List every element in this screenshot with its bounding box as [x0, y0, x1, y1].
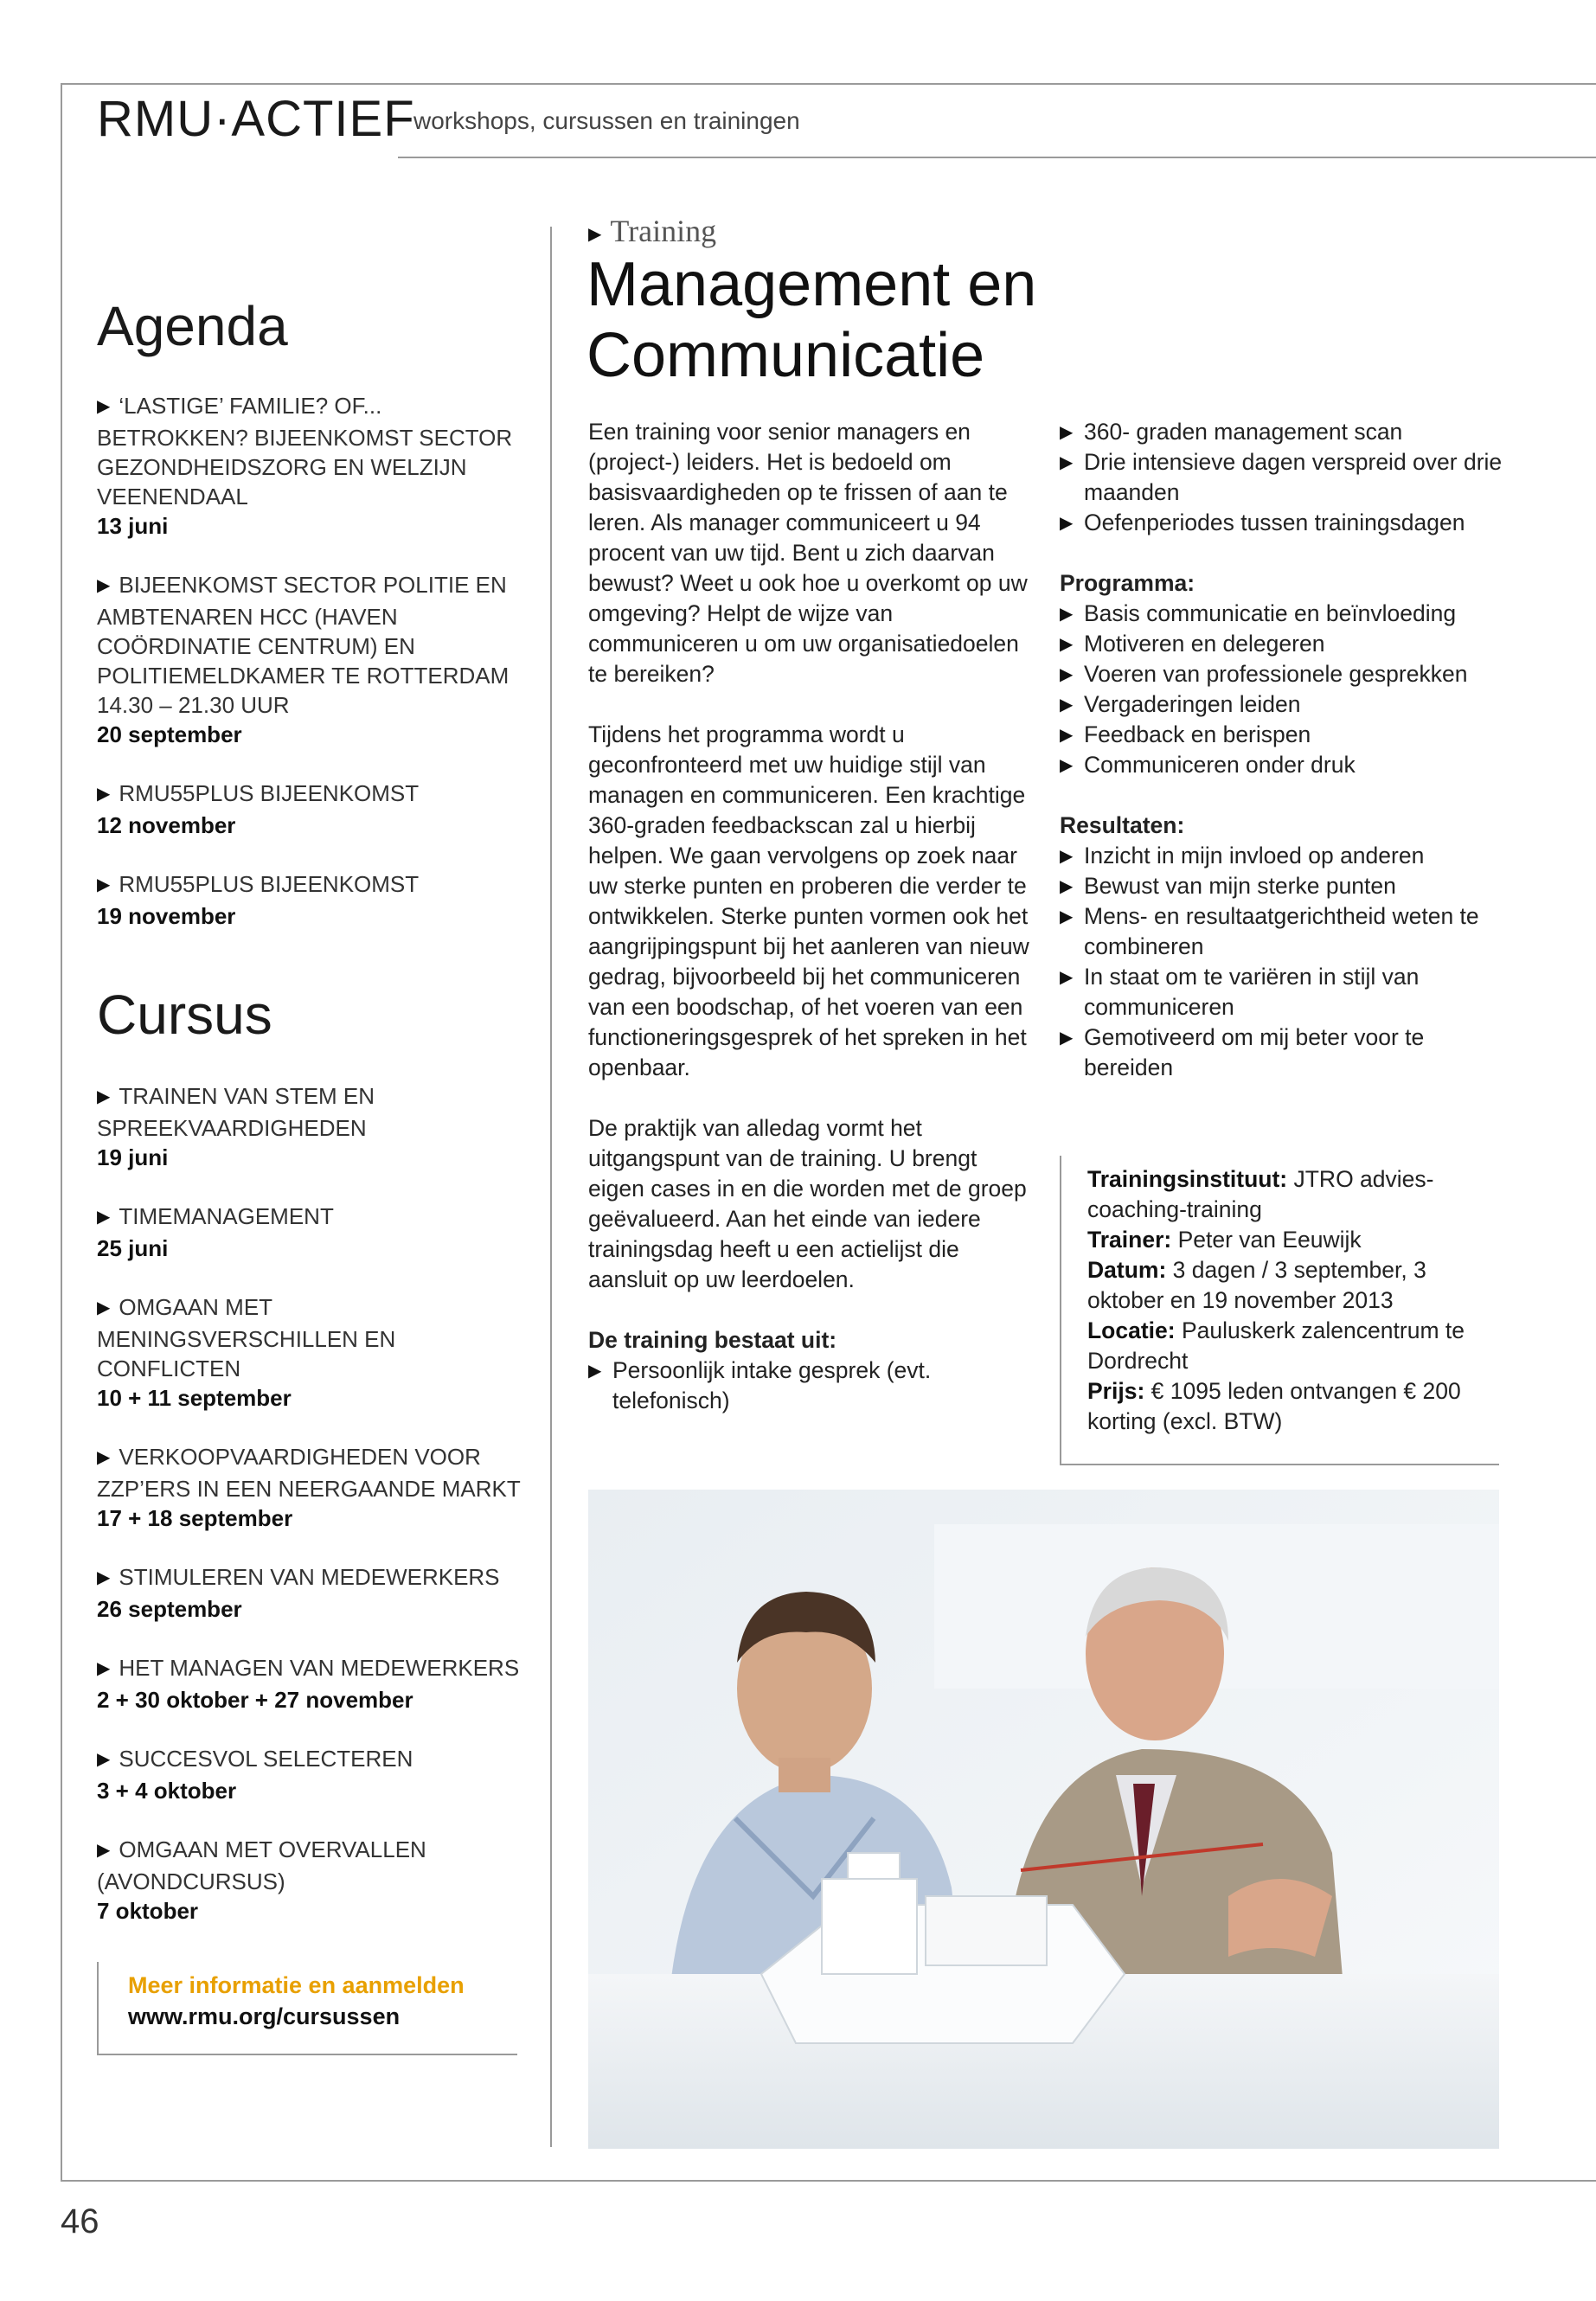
- agenda-item-name: ‘LASTIGE’ FAMILIE? OF... BETROKKEN? BIJEENKOMST SECTOR GEZONDHEIDSZORG EN WELZIJN VEENENDAAL: [97, 393, 513, 510]
- header-rule: [398, 157, 1596, 158]
- bestaat-item: [1060, 417, 1509, 447]
- detail-prijs: [1087, 1376, 1494, 1437]
- triangle-icon: ▶: [97, 1208, 111, 1227]
- detail-locatie: [1087, 1316, 1494, 1376]
- training-title-line1: Management en: [586, 250, 1037, 319]
- cursus-item-name: TRAINEN VAN STEM EN SPREEKVAARDIGHEDEN: [97, 1083, 375, 1141]
- info-box: [97, 1962, 517, 2054]
- resultaten-item: [1060, 871, 1509, 901]
- cursus-item-name: OMGAAN MET MENINGSVERSCHILLEN EN CONFLICTEN: [97, 1294, 396, 1381]
- body-column-1: [588, 417, 1038, 1416]
- triangle-icon: ▶: [1060, 726, 1074, 745]
- body-paragraph: Tijdens het programma wordt u geconfronteerd met uw huidige stijl van managen en communiceren. Een krachtige 360-graden feedbackscan zal u hierbij helpen. We gaan vervolgens op zoek naar uw sterke punten en proberen die verder te ontwikkelen. Sterke punten vormen ook het aangrijpingspunt bij het aanleren van nieuw gedrag, bijvoorbeeld bij het communiceren van een boodschap, of het voeren van een functioneringsgesprek of het spreken in het openbaar.: [588, 721, 1029, 1080]
- triangle-icon: ▶: [97, 1659, 111, 1678]
- agenda-item-name: BIJEENKOMST SECTOR POLITIE EN AMBTENAREN HCC (HAVEN COÖRDINATIE CENTRUM) EN POLITIEMELDKAMER TE ROTTERDAM 14.30 – 21.30 UUR: [97, 572, 510, 718]
- resultaten-item: [1060, 1022, 1509, 1083]
- programma-item-text: Voeren van professionele gesprekken: [1084, 661, 1468, 687]
- cursus-item-name: OMGAAN MET OVERVALLEN (AVONDCURSUS): [97, 1836, 426, 1894]
- cursus-item-date: 10 + 11 september: [97, 1385, 292, 1411]
- triangle-icon: ▶: [97, 1298, 111, 1317]
- frame-bottom-rule: [61, 2180, 1596, 2182]
- column-divider: [550, 227, 552, 2147]
- body-column-2: [1060, 417, 1509, 1113]
- triangle-icon: ▶: [588, 225, 602, 244]
- cursus-item-date: 3 + 4 oktober: [97, 1778, 237, 1804]
- bestaat-item-text: 360- graden management scan: [1084, 419, 1403, 445]
- agenda-item-name: RMU55PLUS BIJEENKOMST: [119, 871, 420, 897]
- bestaat-item-text: Oefenperiodes tussen trainingsdagen: [1084, 510, 1465, 535]
- detail-label: Trainer:: [1087, 1227, 1172, 1253]
- detail-label: Trainingsinstituut:: [1087, 1166, 1288, 1192]
- resultaten-item-text: Inzicht in mijn invloed op anderen: [1084, 843, 1425, 868]
- triangle-icon: ▶: [1060, 605, 1074, 624]
- programma-item: [1060, 659, 1509, 689]
- details-box: [1060, 1156, 1499, 1464]
- triangle-icon: ▶: [97, 1750, 111, 1769]
- programma-item: [1060, 720, 1509, 750]
- resultaten-item: [1060, 962, 1509, 1022]
- triangle-icon: ▶: [588, 1362, 602, 1381]
- programma-list: [1060, 568, 1509, 780]
- triangle-icon: ▶: [1060, 695, 1074, 715]
- cursus-item-date: 17 + 18 september: [97, 1505, 293, 1531]
- cursus-item[interactable]: [97, 1442, 521, 1533]
- programma-item-text: Basis communicatie en beïnvloeding: [1084, 600, 1457, 626]
- cursus-item-name: VERKOOPVAARDIGHEDEN VOOR ZZP’ERS IN EEN NEERGAANDE MARKT: [97, 1444, 521, 1502]
- cursus-title: Cursus: [97, 984, 272, 1046]
- details-box-border: [1060, 1156, 1061, 1464]
- cursus-item-date: 2 + 30 oktober + 27 november: [97, 1687, 413, 1713]
- programma-item-text: Feedback en berispen: [1084, 721, 1311, 747]
- programma-item: [1060, 599, 1509, 629]
- cursus-item[interactable]: [97, 1292, 521, 1413]
- cursus-item[interactable]: [97, 1744, 521, 1805]
- bestaat-item-text: Drie intensieve dagen verspreid over drie maanden: [1084, 449, 1503, 505]
- programma-heading: Programma:: [1060, 570, 1195, 596]
- resultaten-item: [1060, 841, 1509, 871]
- triangle-icon: ▶: [1060, 1029, 1074, 1048]
- triangle-icon: ▶: [1060, 423, 1074, 442]
- frame-top-rule: [61, 83, 1596, 85]
- detail-trainer: [1087, 1225, 1494, 1255]
- resultaten-item-text: Bewust van mijn sterke punten: [1084, 873, 1396, 899]
- cursus-item-date: 19 juni: [97, 1144, 169, 1170]
- triangle-icon: ▶: [97, 1841, 111, 1860]
- training-photo: [588, 1490, 1499, 2149]
- cursus-item[interactable]: [97, 1081, 521, 1172]
- detail-value: JTRO advies-coaching-training: [1087, 1166, 1434, 1222]
- agenda-item[interactable]: [97, 391, 521, 541]
- resultaten-item: [1060, 901, 1509, 962]
- detail-value: 3 dagen / 3 september, 3 oktober en 19 november 2013: [1087, 1257, 1426, 1313]
- detail-institute: [1087, 1164, 1494, 1225]
- agenda-item[interactable]: [97, 869, 521, 931]
- resultaten-item-text: Gemotiveerd om mij beter voor te bereiden: [1084, 1024, 1425, 1080]
- triangle-icon: ▶: [97, 785, 111, 804]
- cursus-item[interactable]: [97, 1562, 521, 1624]
- programma-item: [1060, 629, 1509, 659]
- cursus-item[interactable]: [97, 1202, 521, 1263]
- detail-label: Locatie:: [1087, 1317, 1176, 1343]
- detail-value: € 1095 leden ontvangen € 200 korting (excl. BTW): [1087, 1378, 1461, 1434]
- triangle-icon: ▶: [1060, 665, 1074, 684]
- cursus-item-name: SUCCESVOL SELECTEREN: [119, 1746, 413, 1772]
- detail-label: Datum:: [1087, 1257, 1167, 1283]
- agenda-item-date: 12 november: [97, 812, 236, 838]
- training-kicker-label: Training: [610, 214, 717, 248]
- cursus-item-date: 26 september: [97, 1596, 242, 1622]
- training-kicker: [588, 213, 716, 249]
- detail-value: Pauluskerk zalencentrum te Dordrecht: [1087, 1317, 1465, 1374]
- agenda-item[interactable]: [97, 779, 521, 840]
- detail-value: Peter van Eeuwijk: [1177, 1227, 1362, 1253]
- cursus-item-date: 7 oktober: [97, 1898, 199, 1924]
- cursus-item-name: HET MANAGEN VAN MEDEWERKERS: [119, 1655, 520, 1681]
- triangle-icon: ▶: [1060, 453, 1074, 472]
- bestaat-item: [1060, 508, 1509, 538]
- programma-item-text: Communiceren onder druk: [1084, 752, 1356, 778]
- resultaten-item-text: In staat om te variëren in stijl van communiceren: [1084, 964, 1420, 1020]
- left-column: [97, 294, 521, 1955]
- triangle-icon: ▶: [97, 1448, 111, 1467]
- agenda-item-name: RMU55PLUS BIJEENKOMST: [119, 780, 420, 806]
- page-number: 46: [61, 2202, 99, 2240]
- training-title-line2: Communicatie: [586, 321, 985, 390]
- bestaat-list-continued: [1060, 417, 1509, 538]
- triangle-icon: ▶: [97, 1087, 111, 1106]
- triangle-icon: ▶: [97, 576, 111, 595]
- info-title: Meer informatie en aanmelden: [128, 1972, 465, 1998]
- triangle-icon: ▶: [1060, 968, 1074, 987]
- bestaat-item-text: Persoonlijk intake gesprek (evt. telefonisch): [612, 1357, 932, 1413]
- triangle-icon: ▶: [1060, 907, 1074, 926]
- triangle-icon: ▶: [1060, 756, 1074, 775]
- body-paragraph: De praktijk van alledag vormt het uitgangspunt van de training. U brengt eigen cases in en die worden met de groep geëvalueerd. Aan het einde van iedere trainingsdag heeft u een actielijst die aansluit op uw leerdoelen.: [588, 1115, 1027, 1292]
- triangle-icon: ▶: [97, 875, 111, 894]
- cursus-item-name: TIMEMANAGEMENT: [119, 1203, 334, 1229]
- agenda-item-date: 13 juni: [97, 513, 169, 539]
- triangle-icon: ▶: [1060, 635, 1074, 654]
- resultaten-list: [1060, 811, 1509, 1083]
- programma-item-text: Motiveren en delegeren: [1084, 631, 1325, 657]
- info-url-link[interactable]: www.rmu.org/cursussen: [128, 2003, 401, 2029]
- cursus-item-name: STIMULEREN VAN MEDEWERKERS: [119, 1564, 500, 1590]
- triangle-icon: ▶: [1060, 514, 1074, 533]
- agenda-title: Agenda: [97, 295, 288, 357]
- programma-item: [1060, 750, 1509, 780]
- cursus-item-date: 25 juni: [97, 1235, 169, 1261]
- frame-left-rule: [61, 83, 62, 2181]
- agenda-item-date: 19 november: [97, 903, 236, 929]
- triangle-icon: ▶: [97, 1568, 111, 1587]
- body-paragraph: Een training voor senior managers en (project-) leiders. Het is bedoeld om basisvaardigheden op te frissen of aan te leren. Als manager communiceert u 94 procent van uw tijd. Bent u zich daarvan bewust? Weet u ook hoe u overkomt op uw omgeving? Helpt de wijze van communiceren u om uw organisatiedoelen te bereiken?: [588, 419, 1028, 687]
- detail-label: Prijs:: [1087, 1378, 1145, 1404]
- resultaten-heading: Resultaten:: [1060, 812, 1185, 838]
- training-title: [586, 249, 1538, 391]
- details-text: [1087, 1164, 1494, 1437]
- bestaat-heading: De training bestaat uit:: [588, 1327, 837, 1353]
- info-box-border: [97, 2054, 517, 2055]
- programma-item-text: Vergaderingen leiden: [1084, 691, 1301, 717]
- programma-item: [1060, 689, 1509, 720]
- bestaat-item: [588, 1356, 1038, 1416]
- triangle-icon: ▶: [97, 397, 111, 416]
- detail-datum: [1087, 1255, 1494, 1316]
- photo-illustration: [588, 1490, 1499, 2149]
- agenda-item-date: 20 september: [97, 721, 242, 747]
- header-tagline: workshops, cursussen en trainingen: [413, 107, 800, 134]
- info-box-border: [97, 1962, 99, 2054]
- cursus-item[interactable]: [97, 1653, 521, 1715]
- cursus-item[interactable]: [97, 1835, 521, 1926]
- brand-title: RMU·ACTIEF: [97, 91, 415, 147]
- details-box-border: [1060, 1464, 1499, 1465]
- bestaat-item: [1060, 447, 1509, 508]
- triangle-icon: ▶: [1060, 877, 1074, 896]
- triangle-icon: ▶: [1060, 847, 1074, 866]
- agenda-item[interactable]: [97, 570, 521, 749]
- resultaten-item-text: Mens- en resultaatgerichtheid weten te combineren: [1084, 903, 1479, 959]
